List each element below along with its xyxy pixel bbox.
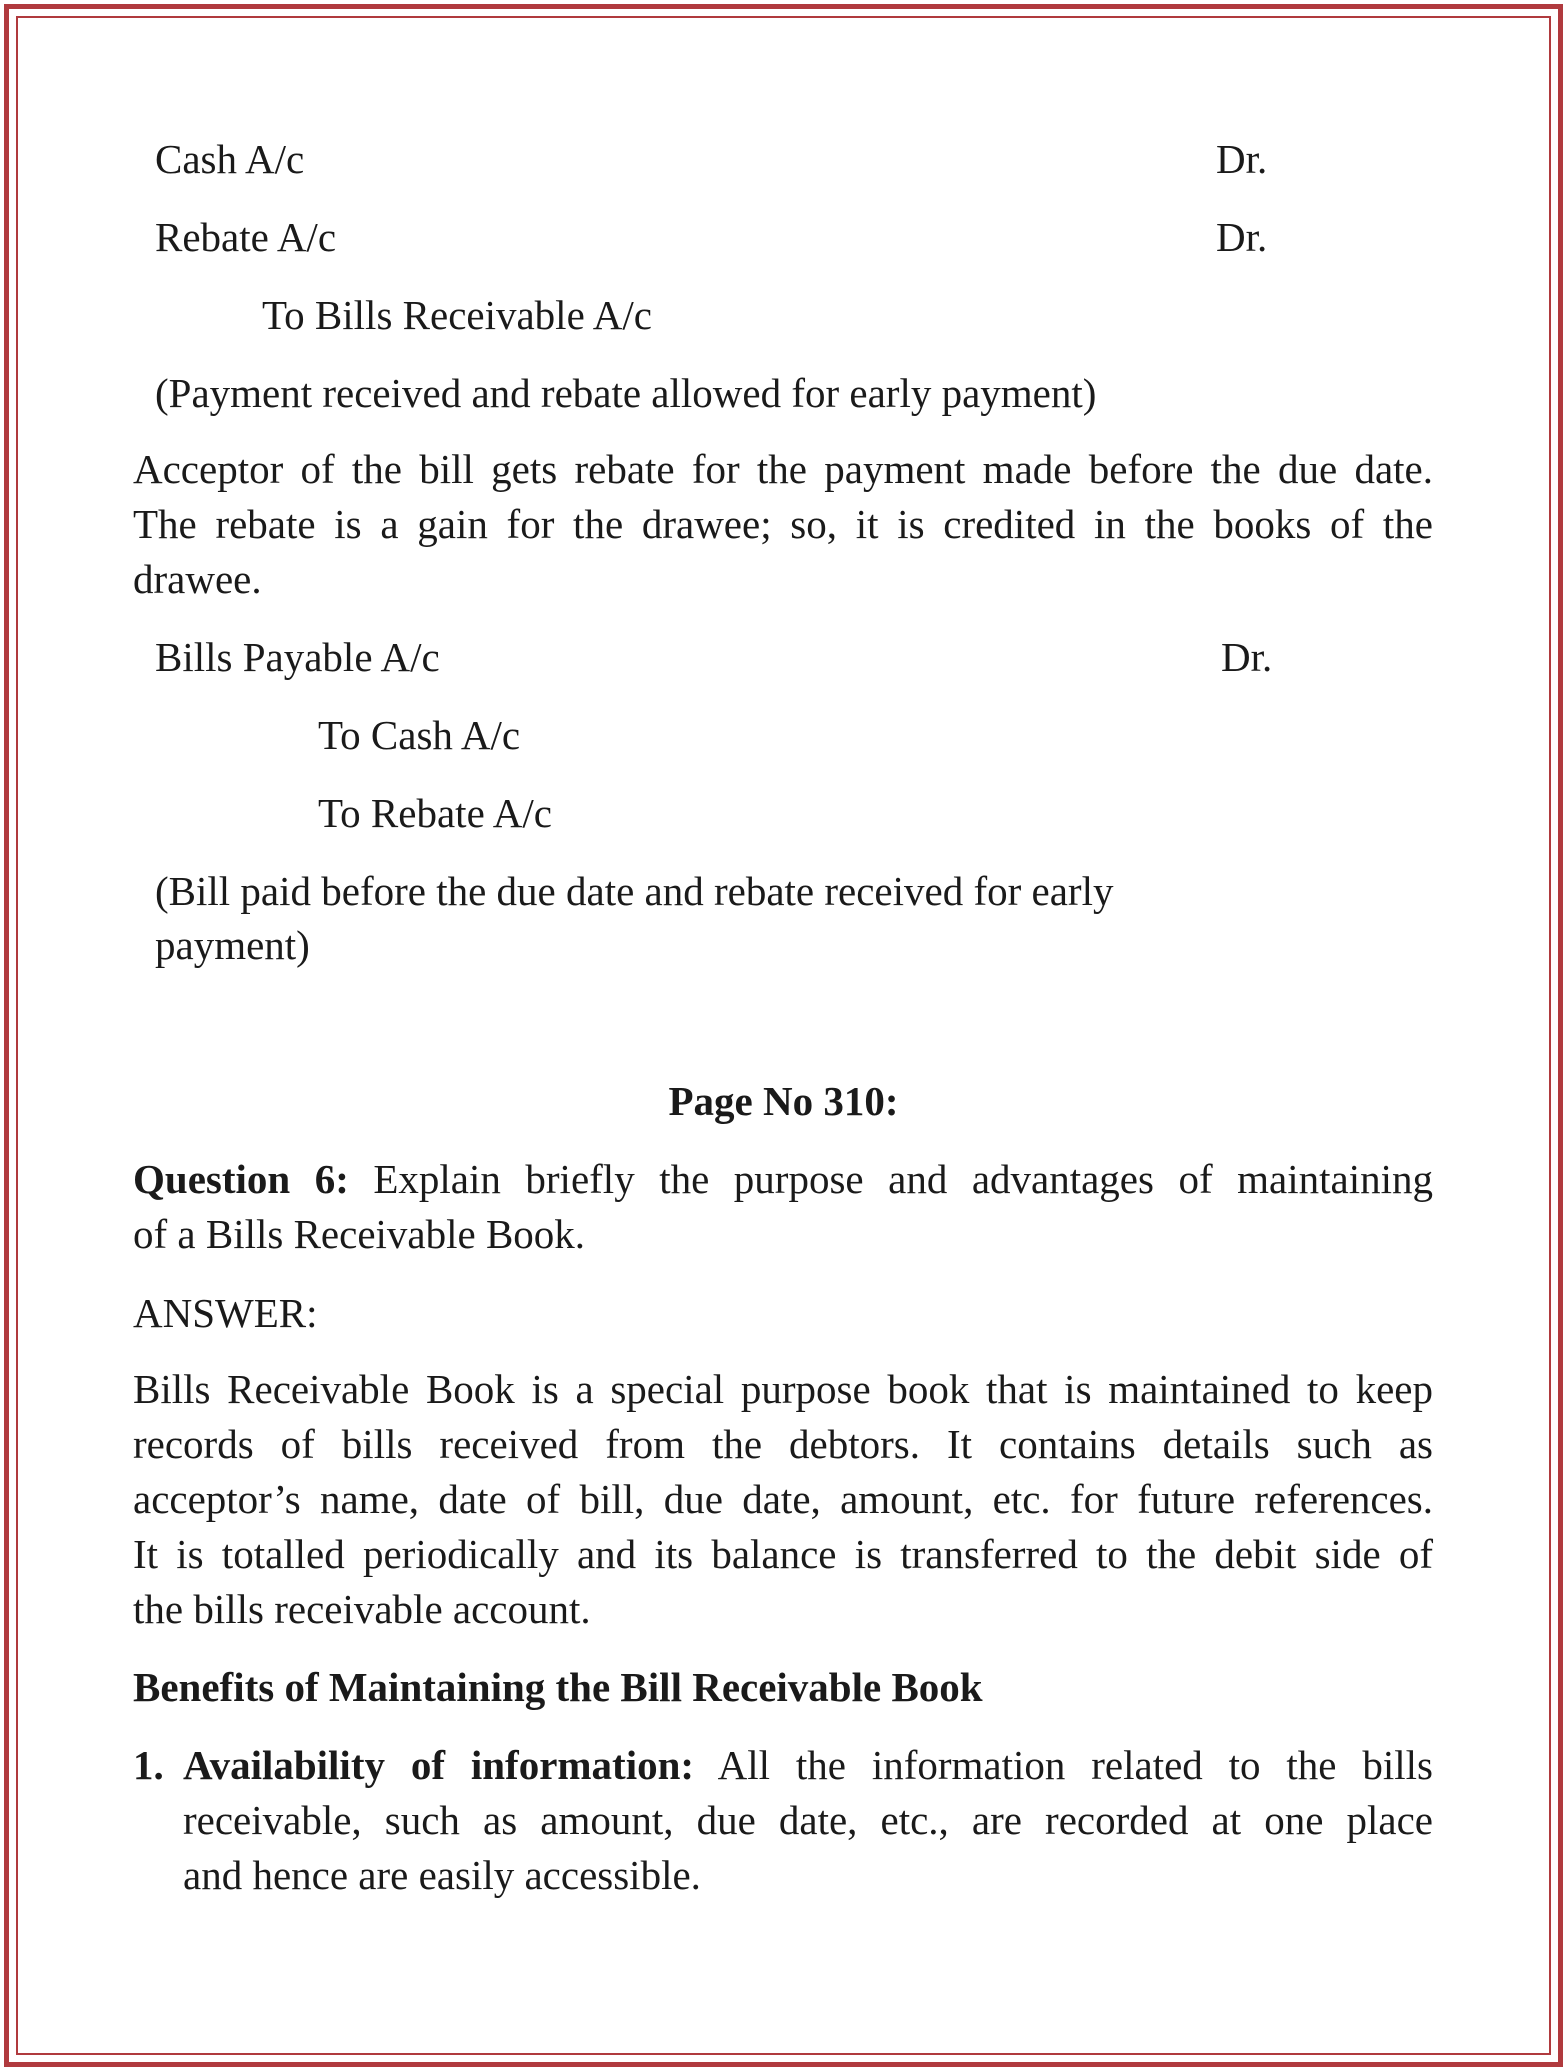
benefit1-title: Availability of information: (183, 1742, 695, 1788)
benefit1-text-line3: and hence are easily accessible. (183, 1852, 701, 1898)
paragraph-line: Acceptor of the bill gets rebate for the payment made before the due date. (133, 446, 1433, 492)
paragraph-line: It is totalled periodically and its balance is transferred to the debit side of (133, 1531, 1433, 1577)
paragraph-line: Bills Receivable Book is a special purpose book that is maintained to keep (133, 1366, 1433, 1412)
answer-label: ANSWER: (133, 1290, 318, 1336)
page-number-heading: Page No 310: (668, 1078, 899, 1124)
paragraph-line: records of bills received from the debtors. It contains details such as (133, 1421, 1433, 1467)
entry2-narration-line2: payment) (155, 922, 310, 968)
entry1-credit-bills-receivable: To Bills Receivable A/c (262, 292, 652, 338)
paragraph-line: acceptor’s name, date of bill, due date, amount, etc. for future references. (133, 1476, 1433, 1522)
entry2-narration-line1: (Bill paid before the due date and rebate received for early (155, 868, 1114, 914)
bills-receivable-book-paragraph (133, 1362, 1433, 1637)
benefits-heading: Benefits of Maintaining the Bill Receivable Book (133, 1664, 983, 1710)
entry2-dr: Dr. (1221, 634, 1273, 680)
entry1-dr-1: Dr. (1216, 136, 1268, 182)
benefit1-number: 1. (133, 1742, 164, 1788)
paragraph-line: The rebate is a gain for the drawee; so, it is credited in the books of the (133, 501, 1433, 547)
entry1-debit-cash: Cash A/c (155, 136, 305, 182)
rebate-explanation-paragraph (133, 442, 1433, 607)
entry1-debit-rebate: Rebate A/c (155, 214, 337, 260)
entry2-credit-rebate: To Rebate A/c (318, 790, 552, 836)
paragraph-line: the bills receivable account. (133, 1586, 591, 1632)
benefit1-text-line2: receivable, such as amount, due date, etc., are recorded at one place (183, 1797, 1433, 1843)
entry2-debit-bills-payable: Bills Payable A/c (155, 634, 440, 680)
question-text-line2: of a Bills Receivable Book. (133, 1211, 586, 1257)
question-label: Question 6: (133, 1156, 349, 1202)
entry2-credit-cash: To Cash A/c (318, 712, 521, 758)
entry1-dr-2: Dr. (1216, 214, 1268, 260)
benefit1-block (183, 1738, 1433, 1903)
question-text-line1: Explain briefly the purpose and advantages of maintaining (348, 1156, 1433, 1202)
paragraph-line: drawee. (133, 556, 262, 602)
benefit1-text-line1: All the information related to the bills (694, 1742, 1433, 1788)
entry1-narration: (Payment received and rebate allowed for early payment) (155, 370, 1097, 416)
question-block (133, 1152, 1433, 1262)
